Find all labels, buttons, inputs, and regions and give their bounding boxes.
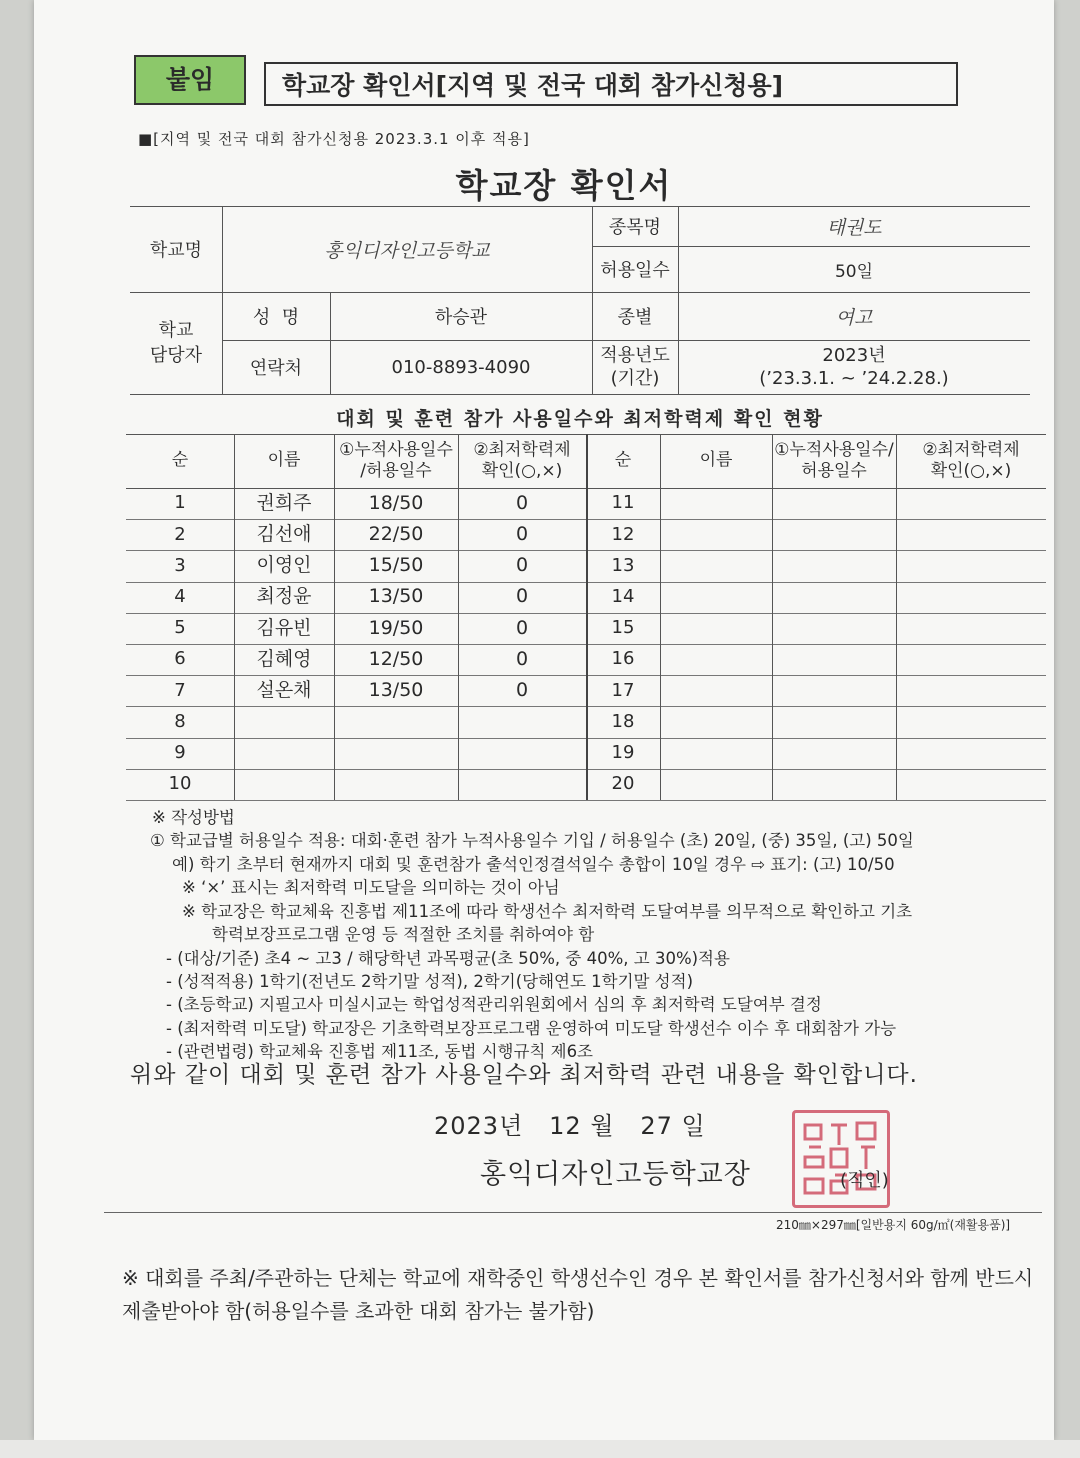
page-title: 학교장 확인서	[455, 166, 673, 205]
row-number: 17	[611, 679, 635, 701]
background-strip	[0, 1440, 1080, 1458]
used-days	[334, 769, 458, 800]
used-days	[334, 738, 458, 769]
empty-cell	[660, 613, 772, 644]
method-line: - (성적적용) 1학기(전년도 2학기말 성적), 2학기(당해연도 1학기말 성적)	[166, 971, 694, 991]
method-line: ※ ‘×’ 표시는 최저학력 미도달을 의미하는 것이 아님	[182, 878, 560, 898]
allowed-days-value: 50일	[834, 261, 874, 282]
student-name: 김혜영	[256, 647, 312, 670]
used-days	[334, 706, 458, 737]
min-academic-check: 0	[515, 522, 529, 545]
empty-cell	[660, 550, 772, 581]
min-academic-check	[458, 738, 586, 769]
min-academic-check: 0	[515, 678, 529, 701]
empty-cell	[772, 644, 896, 675]
document-page	[34, 0, 1054, 1440]
row-number: 10	[168, 773, 192, 795]
used-days: 13/50	[368, 678, 424, 701]
empty-cell	[772, 519, 896, 550]
school-name-label: 학교명	[149, 240, 203, 261]
attachment-title: 학교장 확인서[지역 및 전국 대회 참가신청용]	[264, 62, 958, 106]
empty-cell	[772, 582, 896, 613]
year-label: 적용년도 (기간)	[600, 344, 670, 389]
row-number: 9	[174, 741, 186, 763]
category-label: 종별	[617, 307, 653, 328]
method-line: - (초등학교) 지필고사 미실시교는 학업성적관리위원회에서 심의 후 최저학력 도달여부 결정	[166, 995, 822, 1015]
used-days: 15/50	[368, 554, 424, 577]
empty-cell	[896, 519, 1046, 550]
empty-cell	[772, 488, 896, 519]
student-name: 최정윤	[256, 585, 312, 608]
roster-header-cell: ②최저학력제 확인(○,×)	[473, 439, 571, 481]
applicability-note: ■[지역 및 전국 대회 참가신청용 2023.3.1 이후 적용]	[138, 130, 530, 148]
empty-cell	[660, 488, 772, 519]
method-line: - (관련법령) 학교체육 진흥법 제11조, 동법 시행규칙 제6조	[166, 1042, 593, 1062]
attachment-tag: 붙임	[134, 55, 246, 105]
roster-header-cell: 이름	[699, 450, 733, 471]
used-days: 12/50	[368, 647, 424, 670]
min-academic-check	[458, 769, 586, 800]
student-name: 권희주	[256, 491, 312, 514]
writing-method	[122, 806, 1080, 1064]
empty-cell	[660, 769, 772, 800]
row-number: 5	[174, 617, 186, 639]
used-days: 18/50	[368, 491, 424, 514]
empty-cell	[896, 644, 1046, 675]
person-name-value: 하승관	[434, 307, 488, 328]
manager-label: 학교 담당자	[149, 319, 203, 366]
roster-header-cell: ①누적사용일수/ 허용일수	[774, 439, 894, 481]
min-academic-check: 0	[515, 585, 529, 608]
method-line: 예) 학기 초부터 현재까지 대회 및 훈련참가 출석인정결석일수 총합이 10일 경우 ⇨ 표기: (고) 10/50	[172, 854, 895, 874]
roster-header-cell: ②최저학력제 확인(○,×)	[922, 439, 1020, 481]
row-number: 15	[611, 617, 635, 639]
empty-cell	[772, 738, 896, 769]
allowed-days-label: 허용일수	[600, 260, 670, 281]
empty-cell	[660, 738, 772, 769]
row-number: 18	[611, 710, 635, 732]
row-number: 1	[174, 492, 186, 514]
empty-cell	[896, 582, 1046, 613]
empty-cell	[896, 738, 1046, 769]
min-academic-check	[458, 706, 586, 737]
empty-cell	[772, 613, 896, 644]
empty-cell	[772, 550, 896, 581]
sport-label: 종목명	[608, 217, 662, 238]
seal-label: (직인)	[840, 1170, 889, 1191]
method-line: - (대상/기준) 초4 ~ 고3 / 해당학년 과목평균(초 50%, 중 40%, 고 30%)적용	[166, 948, 730, 968]
student-name: 김유빈	[256, 616, 312, 639]
row-number: 2	[174, 523, 186, 545]
roster-header-cell: 순	[171, 450, 189, 471]
min-academic-check: 0	[515, 647, 529, 670]
empty-cell	[896, 488, 1046, 519]
empty-cell	[660, 582, 772, 613]
min-academic-check: 0	[515, 616, 529, 639]
empty-cell	[896, 675, 1046, 706]
row-number: 20	[611, 773, 635, 795]
category-value: 여고	[835, 306, 873, 329]
empty-cell	[896, 550, 1046, 581]
school-name-value: 홍익디자인고등학교	[324, 239, 490, 262]
empty-cell	[660, 519, 772, 550]
empty-cell	[772, 675, 896, 706]
person-name-label: 성 명	[252, 307, 300, 328]
row-number: 12	[611, 523, 635, 545]
method-line: - (최저학력 미도달) 학교장은 기초학력보장프로그램 운영하여 미도달 학생선수 이수 후 대회참가 가능	[166, 1018, 897, 1038]
method-line: ① 학교급별 허용일수 적용: 대회·훈련 참가 누적사용일수 기입 / 허용일수 (초) 20일, (중) 35일, (고) 50일	[150, 831, 914, 851]
method-line: 학력보장프로그램 운영 등 적절한 조치를 취하여야 함	[212, 925, 595, 945]
empty-cell	[896, 613, 1046, 644]
paper-spec: 210㎜×297㎜[일반용지 60g/㎡(재활용품)]	[776, 1218, 1011, 1232]
method-line: ※ 작성방법	[152, 808, 235, 827]
roster-header-cell: 순	[614, 450, 632, 471]
student-name	[234, 706, 334, 737]
used-days: 22/50	[368, 522, 424, 545]
empty-cell	[660, 644, 772, 675]
method-line: ※ 학교장은 학교체육 진흥법 제11조에 따라 학생선수 최저학력 도달여부를 의무적으로 확인하고 기초	[182, 901, 913, 921]
row-number: 14	[611, 585, 635, 607]
school-info-table	[130, 206, 1030, 394]
empty-cell	[772, 706, 896, 737]
principal-title: 홍익디자인고등학교장	[480, 1159, 751, 1190]
row-number: 6	[174, 648, 186, 670]
contact-value: 010-8893-4090	[391, 356, 531, 378]
submission-note: ※ 대회를 주최/주관하는 단체는 학교에 재학중인 학생선수인 경우 본 확인서를 참가신청서와 함께 반드시 제출받아야 함(허용일수를 초과한 대회 참가는 불가함)	[122, 1266, 1034, 1323]
row-number: 16	[611, 648, 635, 670]
row-number: 3	[174, 554, 186, 576]
student-name	[234, 738, 334, 769]
sport-value: 태권도	[826, 216, 882, 239]
roster-table	[126, 434, 1046, 800]
issue-date: 2023년 12 월 27 일	[434, 1112, 706, 1140]
student-name: 김선애	[256, 522, 312, 545]
official-seal-stamp	[792, 1110, 890, 1208]
used-days: 19/50	[368, 616, 424, 639]
roster-header-cell: 이름	[267, 450, 301, 471]
student-name: 이영인	[256, 554, 312, 577]
student-name	[234, 769, 334, 800]
year-value: 2023년 (’23.3.1. ~ ’24.2.28.)	[759, 344, 949, 389]
empty-cell	[660, 675, 772, 706]
row-number: 7	[174, 679, 186, 701]
roster-title: 대회 및 훈련 참가 사용일수와 최저학력제 확인 현황	[336, 408, 824, 430]
row-number: 13	[611, 554, 635, 576]
confirmation-statement: 위와 같이 대회 및 훈련 참가 사용일수와 최저학력 관련 내용을 확인합니다.	[130, 1062, 918, 1088]
min-academic-check: 0	[515, 491, 529, 514]
student-name: 설온채	[256, 678, 312, 701]
empty-cell	[896, 769, 1046, 800]
used-days: 13/50	[368, 585, 424, 608]
empty-cell	[772, 769, 896, 800]
roster-header-cell: ①누적사용일수 /허용일수	[339, 439, 453, 481]
row-number: 19	[611, 741, 635, 763]
row-number: 11	[611, 492, 635, 514]
empty-cell	[896, 706, 1046, 737]
contact-label: 연락처	[249, 358, 303, 379]
min-academic-check: 0	[515, 554, 529, 577]
row-number: 8	[174, 710, 186, 732]
empty-cell	[660, 706, 772, 737]
row-number: 4	[174, 585, 186, 607]
